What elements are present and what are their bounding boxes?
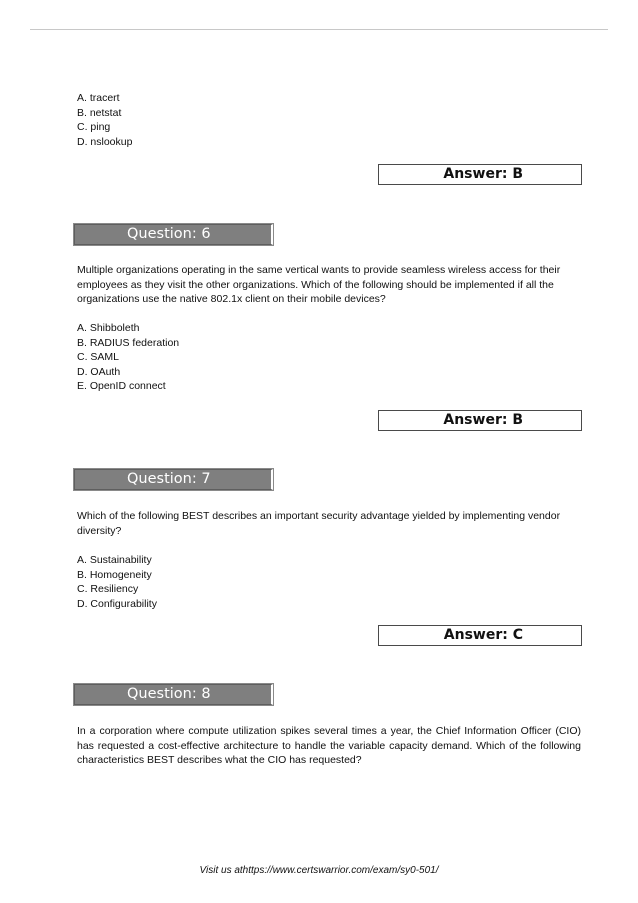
q6-option-d: D. OAuth (77, 365, 121, 378)
q5-option-b: B. netstat (77, 106, 122, 119)
q5-option-c: C. ping (77, 121, 111, 133)
q8-heading: Question: 8 (74, 684, 273, 705)
q7-option-c: C. Resiliency (77, 583, 139, 595)
q7-options (77, 553, 157, 611)
q5-answer-box: Answer: B (378, 164, 582, 185)
q7-question-text: Which of the following BEST describes an important security advantage yielded by implementing vendor diversity? (77, 510, 561, 537)
q8-question-text: In a corporation where compute utilization spikes several times a year, the Chief Information Officer (CIO) has requested a cost-effective architecture to handle the variable capacity demand. Which of the following characteristics BEST describes what the CIO has requested? (77, 725, 581, 766)
q7-option-d: D. Configurability (77, 597, 157, 610)
q6-question-text: Multiple organizations operating in the same vertical wants to provide seamless wireless access for their employees as they visit the other organizations. Which of the following should be implemented if all the organizations use the native 802.1x client on their mobile devices? (77, 264, 561, 305)
q6-option-c: C. SAML (77, 351, 120, 363)
q6-options (77, 321, 179, 394)
q5-option-a: A. tracert (77, 92, 120, 104)
q7-option-b: B. Homogeneity (77, 568, 152, 581)
top-divider (30, 29, 608, 30)
q6-option-a: A. Shibboleth (77, 322, 140, 334)
q7-heading: Question: 7 (74, 469, 273, 490)
q6-answer-box: Answer: B (378, 410, 582, 431)
footer-link[interactable]: Visit us athttps://www.certswarrior.com/exam/sy0-501/ (199, 865, 439, 876)
q7-option-a: A. Sustainability (77, 554, 152, 566)
q6-heading: Question: 6 (74, 224, 273, 245)
q7-answer-box: Answer: C (378, 625, 582, 646)
q5-option-d: D. nslookup (77, 135, 133, 148)
q6-option-e: E. OpenID connect (77, 380, 166, 392)
q5-options (77, 91, 132, 149)
q6-option-b: B. RADIUS federation (77, 336, 180, 349)
